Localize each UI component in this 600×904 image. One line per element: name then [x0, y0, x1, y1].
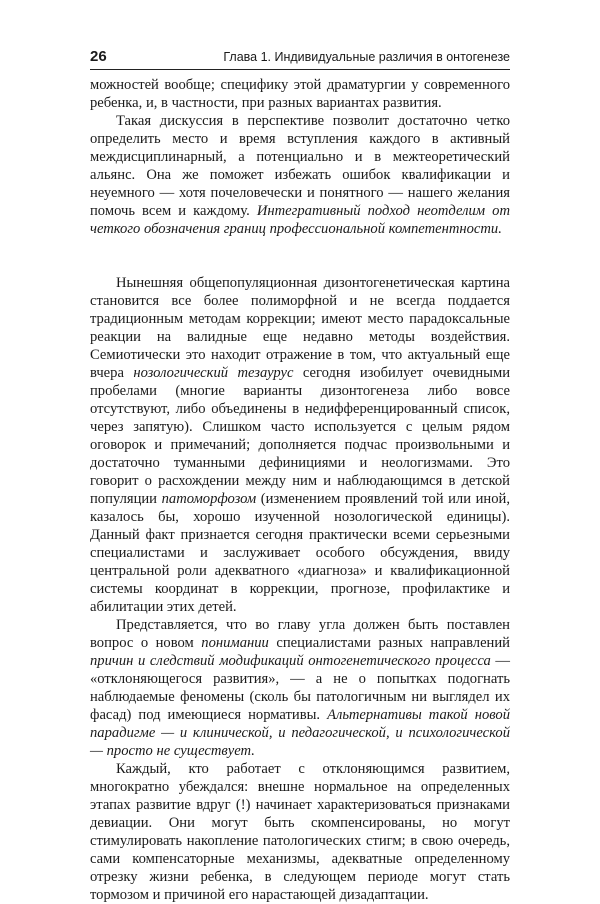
text-run: Каждый, кто работает с отклоняющимся развитием, многократно убеждался: внешне нормальное на определенных этапах развитие вдруг (!) начинает характеризоваться признаками девиации. Они могут быть скомпенсированы, но могут стимулировать накопление патологических стигм; в свою очередь, сами компенсаторные механизмы, адекватные определенному отрезку жизни ребенка, в следующем периоде могут стать тормозом и причиной его нарастающей дизадаптации.: [90, 761, 510, 903]
text-run: можностей вообще; специфику этой драматургии у современного ребенка, и, в частности, при разных вариантах развития.: [90, 77, 510, 111]
running-head: Глава 1. Индивидуальные различия в онтогенезе: [223, 50, 510, 64]
paragraph: [90, 274, 510, 616]
text-run: Представляется, что во главу угла должен быть поставлен вопрос о новом: [90, 617, 510, 651]
header-rule: [90, 69, 510, 70]
text-run: сегодня изобилует очевидными пробелами (многие варианты дизонтогенеза либо вовсе отсутствуют, либо объединены в недифференцированный список, через запятую). Слишком часто используется с целым рядом оговорок и примечаний; дополняется подчас произвольными и достаточно туманными дефинициями и неологизмами. Это говорит о расхождении между ним и наблюдающимся в детской популяции: [90, 365, 511, 507]
italic-text-run: нозологический тезаурус: [133, 365, 294, 381]
page-header: [90, 48, 510, 66]
italic-text-run: понимании: [201, 635, 269, 651]
paragraph: [90, 76, 510, 112]
page-number: 26: [90, 48, 107, 65]
paragraph: [90, 760, 510, 904]
text-run: (изменением проявлений той или иной, казалось бы, хорошо изученной нозологической единицы). Данный факт признается сегодня практически всеми серьезными специалистами и заслуживает особого обсуждения, ввиду центральной роли адекватного «диагноза» и квалификационной системы координат в коррекции, прогнозе, профилактике и абилитации этих детей.: [90, 491, 510, 615]
italic-text-run: Альтернативы такой новой парадигме — и клинической, и педагогической, и психологической — просто не существует.: [90, 707, 510, 759]
italic-text-run: причин и следствий модификаций онтогенетического процесса: [90, 653, 491, 669]
text-run: Такая дискуссия в перспективе позволит достаточно четко определить место и время вступления каждого в активный междисциплинарный, а потенциально и в межтеоретический альянс. Она же поможет избежать ошибок квалификации и неуемного — хотя почеловечески и понятного — нашего желания помочь всем и каждому.: [90, 113, 510, 219]
text-run: Нынешняя общепопуляционная дизонтогенетическая картина становится все более полиморфной и не всегда поддается традиционным методам коррекции; имеют место парадоксальные реакции на валидные еще недавно методы воздействия. Семиотически это находит отражение в том, что актуальный еще вчера: [90, 275, 510, 381]
paragraph: [90, 112, 510, 238]
italic-text-run: Интегративный подход неотделим от четкого обозначения границ профессиональной компетентности.: [90, 203, 510, 237]
italic-text-run: патоморфозом: [161, 491, 257, 507]
section-gap: [90, 238, 510, 274]
text-run: специалистами разных направлений: [268, 635, 510, 651]
page-body: [90, 76, 510, 904]
text-run: — «отклоняющегося развития», — а не о попытках подогнать наблюдаемые феномены (сколь бы патологичным ни выглядел их фасад) под имеющиеся нормативы.: [90, 653, 510, 723]
paragraph: [90, 616, 510, 760]
